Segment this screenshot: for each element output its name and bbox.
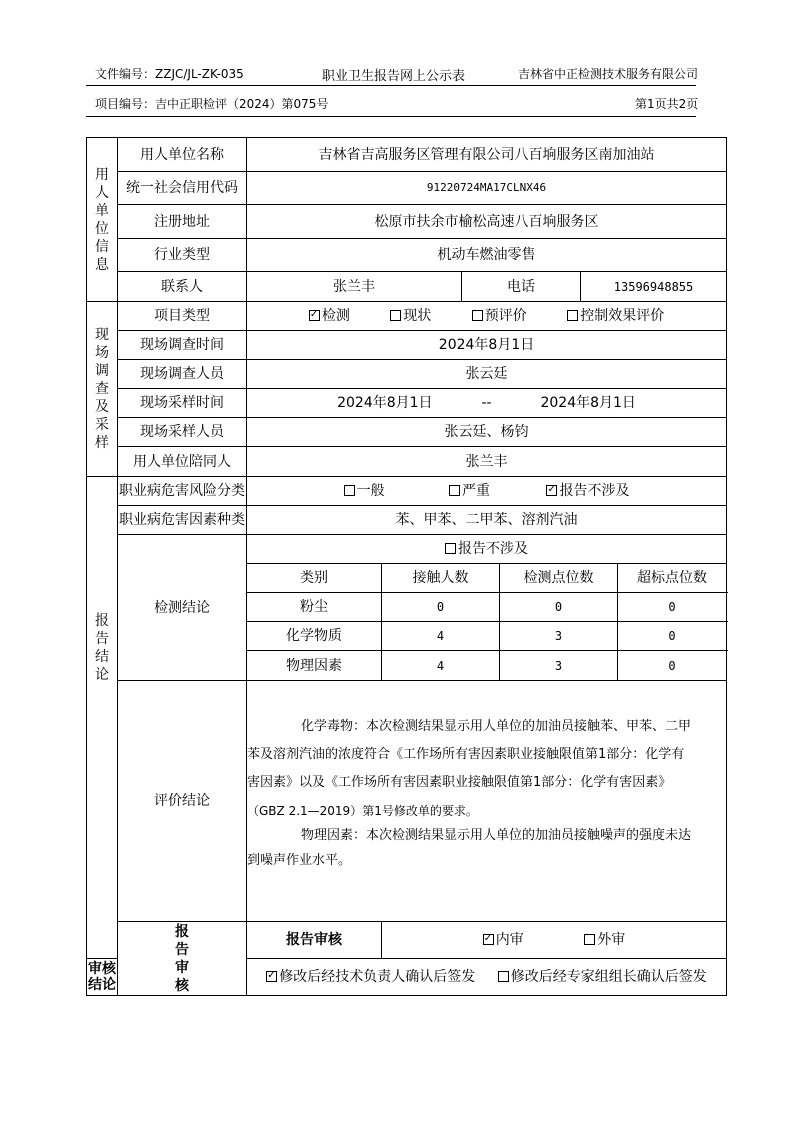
row-exposed: 4 xyxy=(382,622,500,651)
review-section-label: 报 告 审 核 xyxy=(118,922,247,996)
disclosure-table xyxy=(86,137,727,996)
employer-name-label: 用人单位名称 xyxy=(118,138,247,172)
industry: 机动车燃油零售 xyxy=(247,239,727,272)
checkbox-checked-icon xyxy=(309,310,320,321)
result-expert-lead[interactable]: 修改后经专家组组长确认后签发 xyxy=(498,969,707,985)
review-external[interactable]: 外审 xyxy=(584,932,625,948)
risk-severe[interactable]: 严重 xyxy=(449,483,490,499)
contact: 张兰丰 xyxy=(247,272,462,302)
contact-label: 联系人 xyxy=(118,272,247,302)
factors: 苯、甲苯、二甲苯、溶剂汽油 xyxy=(247,506,727,535)
eval-label: 评价结论 xyxy=(118,681,247,922)
checkbox-checked-icon xyxy=(546,485,557,496)
surveyor: 张云廷 xyxy=(247,360,727,389)
eval-chemical-2: 苯及溶剂汽油的浓度符合《工作场所有害因素职业接触限值第1部分：化学有 xyxy=(247,747,685,762)
eval-text xyxy=(247,681,727,922)
checkbox-checked-icon xyxy=(483,934,494,945)
row-category: 物理因素 xyxy=(247,651,382,681)
risk-general[interactable]: 一般 xyxy=(344,483,385,499)
review-label: 报告审核 xyxy=(247,922,382,959)
result-tech-lead[interactable]: ✓ 修改后经技术负责人确认后签发 xyxy=(266,969,475,985)
header-rule xyxy=(86,85,696,86)
checkbox-icon xyxy=(567,310,578,321)
project-type-control-eval[interactable]: 控制效果评价 xyxy=(567,308,664,324)
checkbox-icon xyxy=(445,543,456,554)
row-points: 3 xyxy=(500,651,618,681)
col-header-points: 检测点位数 xyxy=(500,564,618,593)
col-header-category: 类别 xyxy=(247,564,382,593)
phone: 13596948855 xyxy=(581,272,727,302)
checkbox-icon xyxy=(498,971,509,982)
file-number: 文件编号：ZZJC/JL-ZK-035 xyxy=(95,67,244,81)
row-exceed: 0 xyxy=(618,651,727,681)
eval-chemical-3: 害因素》以及《工作场所有害因素职业接触限值第1部分：化学有害因素》 xyxy=(247,775,672,790)
employer-section-label: 用 人 单 位 信 息 xyxy=(87,138,118,302)
row-category: 化学物质 xyxy=(247,622,382,651)
row-points: 3 xyxy=(500,622,618,651)
sampling-time xyxy=(247,389,727,418)
companion: 张兰丰 xyxy=(247,447,727,477)
review-options xyxy=(382,922,727,959)
checkbox-icon xyxy=(390,310,401,321)
sampling-start: 2024年8月1日 xyxy=(337,395,433,411)
survey-time-label: 现场调查时间 xyxy=(118,331,247,360)
sampling-end: 2024年8月1日 xyxy=(540,395,636,411)
project-number: 项目编号：吉中正职检评（2024）第075号 xyxy=(95,97,329,111)
eval-physical-2: 到噪声作业水平。 xyxy=(247,853,352,868)
col-header-exceed: 超标点位数 xyxy=(618,564,727,593)
checkbox-icon xyxy=(449,485,460,496)
conclusion-section-label: 报 告 结 论 xyxy=(87,477,118,959)
row-exposed: 4 xyxy=(382,651,500,681)
factor-label: 职业病危害因素种类 xyxy=(118,506,247,535)
result-label: 审核结论 xyxy=(87,959,118,996)
risk-not-involved[interactable]: ✓ 报告不涉及 xyxy=(546,483,629,499)
project-type-detect[interactable]: ✓ 检测 xyxy=(309,308,350,324)
project-type-options xyxy=(247,302,727,331)
row-points: 0 xyxy=(500,593,618,622)
col-header-exposed: 接触人数 xyxy=(382,564,500,593)
detection-not-involved[interactable]: 报告不涉及 xyxy=(247,535,727,564)
project-type-status[interactable]: 现状 xyxy=(390,308,431,324)
form-title: 职业卫生报告网上公示表 xyxy=(322,69,466,84)
row-exceed: 0 xyxy=(618,622,727,651)
surveyor-label: 现场调查人员 xyxy=(118,360,247,389)
companion-label: 用人单位陪同人 xyxy=(118,447,247,477)
row-exceed: 0 xyxy=(618,593,727,622)
credit-code-label: 统一社会信用代码 xyxy=(118,172,247,205)
eval-chemical-1: 化学毒物：本次检测结果显示用人单位的加油员接触苯、甲苯、二甲 xyxy=(301,719,692,734)
survey-time: 2024年8月1日 xyxy=(247,331,727,360)
sampler-label: 现场采样人员 xyxy=(118,418,247,447)
row-exposed: 0 xyxy=(382,593,500,622)
row-category: 粉尘 xyxy=(247,593,382,622)
address-label: 注册地址 xyxy=(118,205,247,239)
phone-label: 电话 xyxy=(462,272,581,302)
address: 松原市扶余市榆松高速八百垧服务区 xyxy=(247,205,727,239)
survey-section-label: 现 场 调 查 及 采 样 xyxy=(87,302,118,477)
review-internal[interactable]: ✓ 内审 xyxy=(483,932,524,948)
result-options xyxy=(247,959,727,996)
risk-label: 职业病危害风险分类 xyxy=(118,477,247,506)
sampler: 张云廷、杨钧 xyxy=(247,418,727,447)
risk-options xyxy=(247,477,727,506)
page-number: 第1页共2页 xyxy=(635,97,699,111)
sampling-separator: -- xyxy=(481,395,492,411)
credit-code: 91220724MA17CLNX46 xyxy=(247,172,727,205)
industry-label: 行业类型 xyxy=(118,239,247,272)
eval-physical-1: 物理因素：本次检测结果显示用人单位的加油员接触噪声的强度未达 xyxy=(301,828,692,843)
detection-label: 检测结论 xyxy=(118,535,247,681)
sampling-time-label: 现场采样时间 xyxy=(118,389,247,418)
checkbox-icon xyxy=(472,310,483,321)
header-rule-2 xyxy=(86,116,696,117)
project-type-label: 项目类型 xyxy=(118,302,247,331)
checkbox-checked-icon xyxy=(266,971,277,982)
checkbox-icon xyxy=(344,485,355,496)
company-name: 吉林省中正检测技术服务有限公司 xyxy=(518,67,699,81)
employer-name: 吉林省吉高服务区管理有限公司八百垧服务区南加油站 xyxy=(247,138,727,172)
project-type-pre-eval[interactable]: 预评价 xyxy=(472,308,527,324)
eval-chemical-4: （GBZ 2.1—2019）第1号修改单的要求。 xyxy=(247,804,478,818)
checkbox-icon xyxy=(584,934,595,945)
